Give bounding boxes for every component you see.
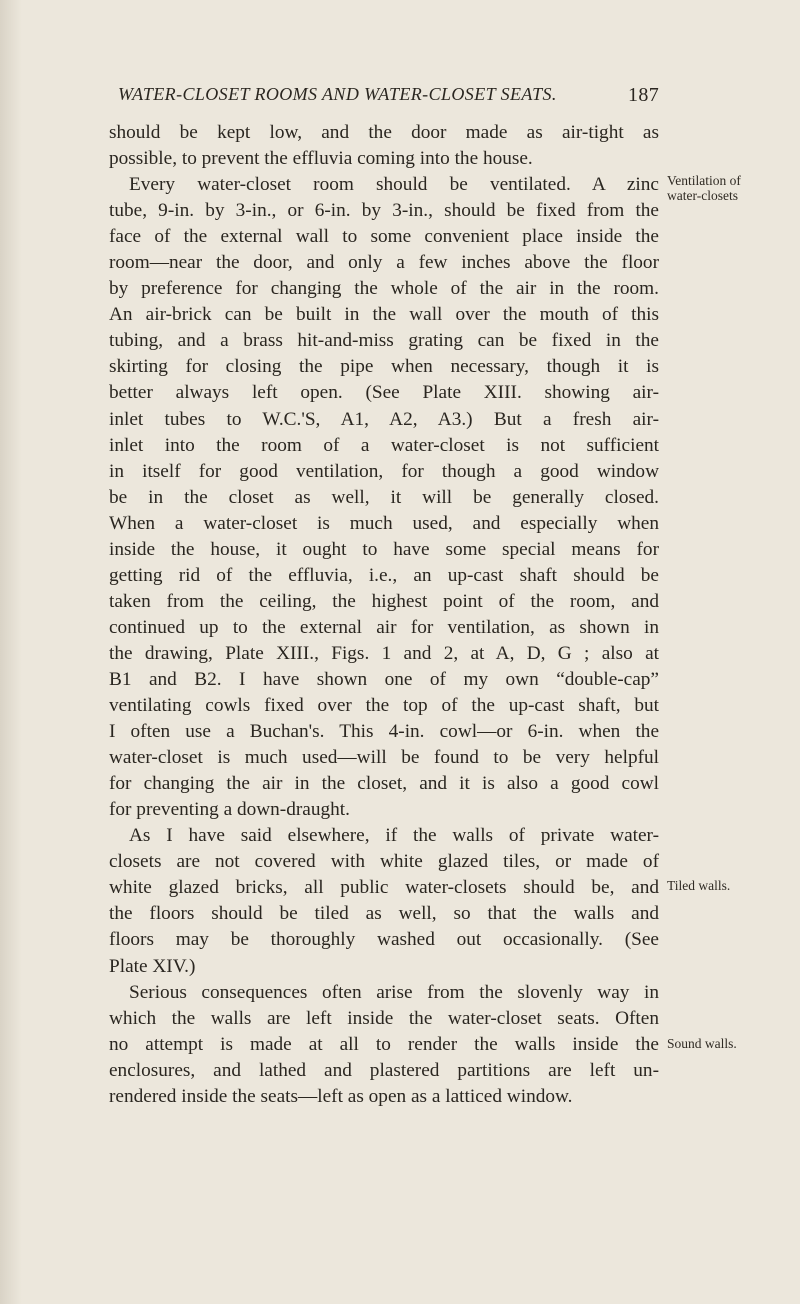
text-line: tubing, and a brass hit-and-miss grating can be fixed in the [109, 330, 659, 352]
text-line: no attempt is made at all to render the walls inside the [109, 1033, 659, 1055]
text-line: face of the external wall to some convenient place inside the [109, 226, 659, 248]
text-line: skirting for closing the pipe when necessary, though it is [109, 356, 659, 378]
text-line: taken from the ceiling, the highest point of the room, and [109, 590, 659, 612]
text-line: for preventing a down-draught. [109, 799, 350, 821]
text-line: which the walls are left inside the water-closet seats. Often [109, 1007, 659, 1029]
text-line: room—near the door, and only a few inches above the floor [109, 252, 659, 274]
text-line: possible, to prevent the effluvia coming into the house. [109, 148, 533, 170]
side-note-line: water-closets [667, 188, 738, 203]
text-line: white glazed bricks, all public water-closets should be, and [109, 877, 659, 899]
page-number: 187 [628, 84, 660, 106]
side-note-sound: Sound walls. [667, 1036, 737, 1051]
text-line: As I have said elsewhere, if the walls of private water- [129, 825, 659, 847]
text-line: tube, 9-in. by 3-in., or 6-in. by 3-in., should be fixed from the [109, 200, 659, 222]
text-line: for changing the air in the closet, and it is also a good cowl [109, 773, 659, 795]
text-line: enclosures, and lathed and plastered partitions are left un- [109, 1059, 659, 1081]
running-head [118, 84, 678, 105]
text-line: When a water-closet is much used, and especially when [109, 512, 659, 534]
side-note-line: Ventilation of [667, 173, 741, 188]
text-line: in itself for good ventilation, for though a good window [109, 460, 659, 482]
text-line: inside the house, it ought to have some special means for [109, 538, 659, 560]
text-line: I often use a Buchan's. This 4-in. cowl—or 6-in. when the [109, 721, 659, 743]
text-line: ventilating cowls fixed over the top of the up-cast shaft, but [109, 695, 659, 717]
text-line: the drawing, Plate XIII., Figs. 1 and 2, at A, D, G ; also at [109, 642, 659, 664]
text-line: getting rid of the effluvia, i.e., an up-cast shaft should be [109, 564, 659, 586]
text-line: water-closet is much used—will be found to be very helpful [109, 747, 659, 769]
running-head-title: WATER-CLOSET ROOMS AND WATER-CLOSET SEATS. [118, 84, 557, 104]
text-line: closets are not covered with white glazed tiles, or made of [109, 851, 659, 873]
text-line: should be kept low, and the door made as air-tight as [109, 122, 659, 143]
text-line: Serious consequences often arise from the slovenly way in [129, 981, 659, 1003]
text-line: by preference for changing the whole of the air in the room. [109, 278, 659, 300]
text-line: be in the closet as well, it will be generally closed. [109, 486, 659, 508]
text-line: continued up to the external air for ventilation, as shown in [109, 616, 659, 638]
text-line: the floors should be tiled as well, so that the walls and [109, 903, 659, 925]
side-note-ventilation [667, 173, 741, 203]
text-line: rendered inside the seats—left as open as a latticed window. [109, 1085, 573, 1107]
side-note-tiled: Tiled walls. [667, 878, 731, 893]
text-line: floors may be thoroughly washed out occasionally. (See [109, 929, 659, 951]
text-line: inlet into the room of a water-closet is not sufficient [109, 434, 659, 456]
text-line: better always left open. (See Plate XIII. showing air- [109, 382, 659, 404]
text-line: An air-brick can be built in the wall over the mouth of this [109, 304, 659, 326]
text-line: Plate XIV.) [109, 955, 196, 977]
gutter-shadow [0, 0, 22, 1304]
body-text [109, 120, 659, 1110]
text-line: B1 and B2. I have shown one of my own “double-cap” [109, 668, 659, 690]
text-line: Every water-closet room should be ventilated. A zinc [129, 174, 659, 196]
text-line: inlet tubes to W.C.'S, A1, A2, A3.) But a fresh air- [109, 408, 659, 430]
